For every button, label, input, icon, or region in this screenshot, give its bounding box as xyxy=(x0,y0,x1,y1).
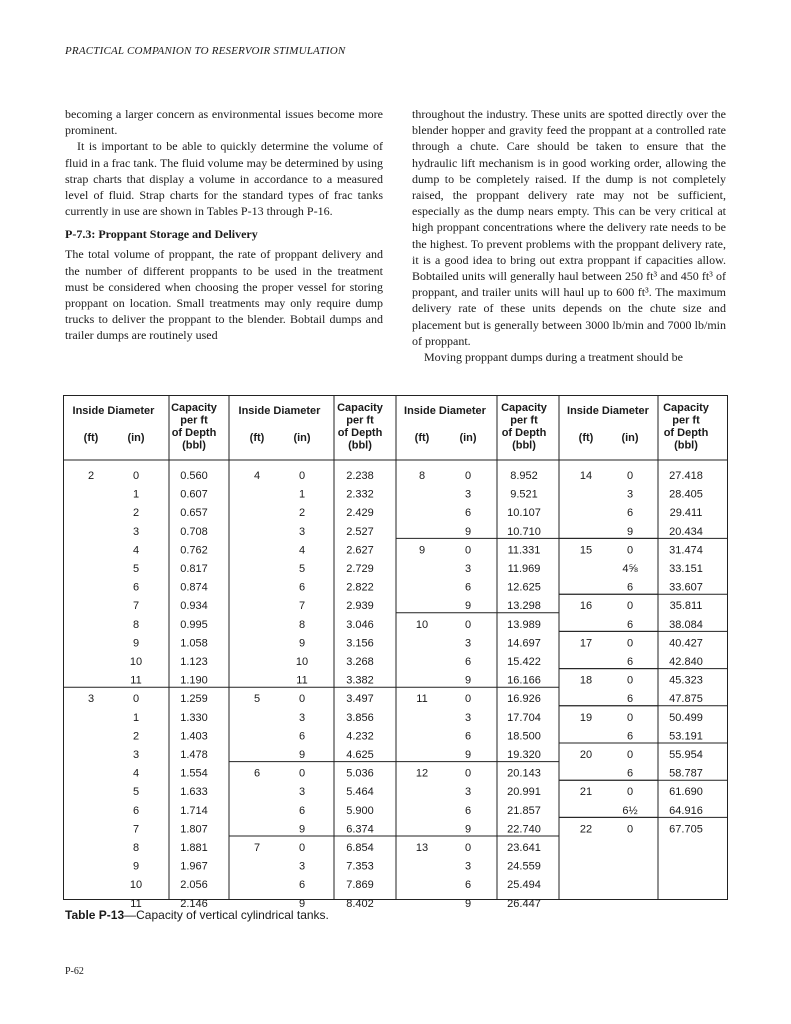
capacity-cell: 45.323 xyxy=(669,674,703,687)
diameter-ft-cell: 22 xyxy=(579,823,593,836)
diameter-in-cell: 8 xyxy=(298,618,306,631)
header-in: (in) xyxy=(293,432,311,444)
header-ft: (ft) xyxy=(578,432,594,444)
capacity-cell: 9.521 xyxy=(510,488,538,501)
table-caption-label: Table P-13 xyxy=(65,908,125,922)
header-in: (in) xyxy=(127,432,145,444)
capacity-cell: 1.714 xyxy=(180,804,208,817)
capacity-cell: 61.690 xyxy=(669,786,703,799)
capacity-cell: 1.881 xyxy=(180,842,208,854)
diameter-in-cell: 6 xyxy=(464,730,472,743)
diameter-in-cell: 9 xyxy=(464,525,472,538)
diameter-in-cell: 6½ xyxy=(622,804,638,817)
capacity-cell: 11.331 xyxy=(507,544,541,557)
diameter-ft-cell: 7 xyxy=(253,842,261,854)
capacity-cell: 1.807 xyxy=(180,823,208,836)
capacity-cell: 0.817 xyxy=(180,563,208,575)
diameter-in-cell: 3 xyxy=(298,711,306,724)
capacity-cell: 1.259 xyxy=(180,693,208,706)
header-capacity: (bbl) xyxy=(512,439,536,452)
capacity-cell: 13.989 xyxy=(507,618,541,631)
page-number: P-62 xyxy=(65,966,84,977)
diameter-ft-cell: 21 xyxy=(579,786,593,799)
diameter-in-cell: 0 xyxy=(298,767,306,780)
capacity-cell: 15.422 xyxy=(507,656,541,668)
diameter-in-cell: 0 xyxy=(626,470,634,482)
header-capacity: (bbl) xyxy=(674,439,698,452)
capacity-cell: 8.952 xyxy=(510,470,538,482)
capacity-cell: 10.710 xyxy=(507,525,541,538)
header-capacity: Capacity xyxy=(501,402,547,414)
capacity-cell: 21.857 xyxy=(507,804,541,817)
capacity-cell: 1.190 xyxy=(180,674,208,687)
diameter-in-cell: 10 xyxy=(295,656,309,668)
capacity-cell: 3.156 xyxy=(346,637,374,650)
diameter-in-cell: 3 xyxy=(464,488,472,501)
diameter-in-cell: 3 xyxy=(298,786,306,799)
capacity-cell: 2.332 xyxy=(346,488,374,501)
diameter-in-cell: 2 xyxy=(132,730,140,743)
diameter-in-cell: 9 xyxy=(132,637,140,650)
capacity-cell: 33.151 xyxy=(669,563,703,575)
capacity-cell: 2.939 xyxy=(346,600,374,613)
capacity-cell: 12.625 xyxy=(507,581,541,594)
diameter-in-cell: 9 xyxy=(464,897,472,910)
diameter-in-cell: 5 xyxy=(132,563,140,575)
diameter-in-cell: 4 xyxy=(298,544,306,557)
capacity-cell: 11.969 xyxy=(507,563,541,575)
capacity-cell: 27.418 xyxy=(669,470,703,482)
capacity-cell: 35.811 xyxy=(669,600,703,613)
capacity-cell: 10.107 xyxy=(507,507,541,520)
left-paragraph-1: becoming a larger concern as environmental issues become more prominent. xyxy=(65,107,383,138)
diameter-in-cell: 1 xyxy=(132,488,140,501)
diameter-in-cell: 1 xyxy=(132,711,140,724)
capacity-cell: 64.916 xyxy=(669,804,703,817)
diameter-in-cell: 0 xyxy=(298,842,306,854)
capacity-cell: 24.559 xyxy=(507,860,541,873)
diameter-in-cell: 11 xyxy=(130,674,142,687)
diameter-in-cell: 7 xyxy=(132,600,140,613)
capacity-cell: 42.840 xyxy=(669,656,703,668)
capacity-cell: 26.447 xyxy=(507,897,541,910)
capacity-cell: 14.697 xyxy=(507,637,541,650)
diameter-in-cell: 0 xyxy=(464,693,472,706)
diameter-in-cell: 3 xyxy=(464,637,472,650)
capacity-cell: 0.874 xyxy=(180,581,208,594)
right-paragraph-2: Moving proppant dumps during a treatment should be xyxy=(424,350,683,365)
capacity-cell: 31.474 xyxy=(669,544,703,557)
diameter-in-cell: 6 xyxy=(132,804,140,817)
capacity-cell: 1.403 xyxy=(180,730,208,743)
diameter-ft-cell: 12 xyxy=(415,767,429,780)
capacity-cell: 2.527 xyxy=(346,525,374,538)
header-inside-diameter: Inside Diameter xyxy=(72,405,155,417)
capacity-cell: 1.633 xyxy=(180,786,208,799)
header-inside-diameter: Inside Diameter xyxy=(567,405,649,417)
diameter-in-cell: 6 xyxy=(626,767,634,780)
diameter-in-cell: 3 xyxy=(298,860,306,873)
capacity-cell: 0.708 xyxy=(180,525,208,538)
diameter-in-cell: 0 xyxy=(626,600,634,613)
diameter-in-cell: 0 xyxy=(626,711,634,724)
diameter-in-cell: 6 xyxy=(298,730,306,743)
diameter-in-cell: 4⅝ xyxy=(622,563,638,575)
diameter-in-cell: 6 xyxy=(626,618,634,631)
capacity-cell: 38.084 xyxy=(669,618,703,631)
diameter-in-cell: 0 xyxy=(626,823,634,836)
diameter-in-cell: 6 xyxy=(626,693,634,706)
header-capacity: (bbl) xyxy=(348,439,372,452)
capacity-cell: 5.464 xyxy=(346,786,374,799)
left-text-column xyxy=(65,106,383,344)
diameter-ft-cell: 9 xyxy=(418,544,426,557)
capacity-cell: 3.268 xyxy=(346,656,374,668)
diameter-in-cell: 9 xyxy=(464,749,472,761)
capacity-cell: 3.382 xyxy=(346,674,374,687)
diameter-in-cell: 3 xyxy=(464,563,472,575)
header-capacity: Capacity xyxy=(337,402,383,414)
capacity-cell: 19.320 xyxy=(507,749,541,761)
capacity-cell: 47.875 xyxy=(669,693,703,706)
capacity-table-grid xyxy=(64,396,727,910)
diameter-in-cell: 6 xyxy=(298,804,306,817)
diameter-in-cell: 8 xyxy=(132,618,140,631)
header-capacity: per ft xyxy=(180,414,208,427)
capacity-cell: 2.429 xyxy=(346,507,374,520)
diameter-in-cell: 6 xyxy=(626,581,634,594)
section-heading: P-7.3: Proppant Storage and Delivery xyxy=(65,227,258,242)
header-ft: (ft) xyxy=(249,432,265,444)
diameter-in-cell: 0 xyxy=(626,786,634,799)
diameter-ft-cell: 3 xyxy=(87,693,95,706)
capacity-cell: 28.405 xyxy=(669,488,703,501)
capacity-cell: 20.143 xyxy=(507,767,541,780)
diameter-in-cell: 3 xyxy=(464,711,472,724)
diameter-in-cell: 0 xyxy=(464,842,472,854)
diameter-ft-cell: 17 xyxy=(579,637,593,650)
capacity-cell: 16.926 xyxy=(507,693,541,706)
capacity-cell: 1.330 xyxy=(180,711,208,724)
capacity-cell: 13.298 xyxy=(507,600,541,613)
header-in: (in) xyxy=(459,432,477,444)
capacity-cell: 4.625 xyxy=(346,749,374,761)
diameter-ft-cell: 5 xyxy=(253,693,261,706)
header-capacity: of Depth xyxy=(501,427,547,439)
diameter-in-cell: 9 xyxy=(298,637,306,650)
right-paragraph-1: throughout the industry. These units are spotted directly over the blender hopper and gravity feed the proppant at a controlled rate through a chute. Care should be taken to ensure that the hydraulic lift mechanism is in good working order, allowing the dump to be completely raised. If the dump is not completely raised, the proppant delivery rate may not be sufficient, especially as the dump nears empty. This can be very critical at high proppant concentrations where the delivery rate needs to be the highest. To prevent problems with the proppant delivery rate, it is a good idea to bring out extra proppant if capacities allow. Bobtailed units will generally haul between 250 ft³ and 450 ft³ of proppant, and trailer units will haul up to 600 ft³. The maximum delivery rate of these units depends on the chute size and placement but is generally between 3000 lb/min and 7000 lb/min of proppant. xyxy=(412,107,726,348)
diameter-in-cell: 6 xyxy=(298,581,306,594)
diameter-ft-cell: 4 xyxy=(253,470,261,482)
diameter-in-cell: 0 xyxy=(298,470,306,482)
capacity-cell: 3.856 xyxy=(346,711,374,724)
left-paragraph-3: The total volume of proppant, the rate of proppant delivery and the number of different proppants to be used in the treatment must be considered when choosing the proper vessel for storing proppant on location. Small treatments may only require dump trucks to deliver the proppant to the blender. Bobtail dumps and trailer dumps are routinely used xyxy=(65,247,383,343)
header-inside-diameter: Inside Diameter xyxy=(238,405,321,417)
diameter-in-cell: 3 xyxy=(132,749,140,761)
header-capacity: of Depth xyxy=(171,427,217,439)
diameter-in-cell: 9 xyxy=(464,600,472,613)
capacity-cell: 0.762 xyxy=(180,544,208,557)
capacity-cell: 3.046 xyxy=(346,618,374,631)
capacity-cell: 5.900 xyxy=(346,804,374,817)
diameter-ft-cell: 20 xyxy=(579,749,593,761)
diameter-in-cell: 3 xyxy=(626,488,634,501)
capacity-cell: 2.056 xyxy=(180,879,208,892)
header-capacity: per ft xyxy=(510,414,538,427)
diameter-ft-cell: 6 xyxy=(253,767,261,780)
capacity-cell: 58.787 xyxy=(669,767,703,780)
diameter-in-cell: 2 xyxy=(132,507,140,520)
header-capacity: of Depth xyxy=(337,427,383,439)
capacity-cell: 2.238 xyxy=(346,470,374,482)
header-ft: (ft) xyxy=(83,432,99,444)
capacity-cell: 20.991 xyxy=(507,786,541,799)
capacity-cell: 1.058 xyxy=(180,637,208,650)
capacity-cell: 5.036 xyxy=(346,767,374,780)
diameter-in-cell: 9 xyxy=(626,525,634,538)
capacity-cell: 40.427 xyxy=(669,637,703,650)
header-capacity: (bbl) xyxy=(182,439,206,452)
diameter-in-cell: 0 xyxy=(626,749,634,761)
diameter-in-cell: 11 xyxy=(296,674,308,687)
capacity-cell: 7.869 xyxy=(346,879,374,892)
diameter-in-cell: 3 xyxy=(298,525,306,538)
diameter-in-cell: 6 xyxy=(464,804,472,817)
diameter-in-cell: 8 xyxy=(132,842,140,854)
diameter-in-cell: 9 xyxy=(132,860,140,873)
header-ft: (ft) xyxy=(414,432,430,444)
diameter-in-cell: 6 xyxy=(626,656,634,668)
table-caption-text: —Capacity of vertical cylindrical tanks. xyxy=(124,908,329,922)
capacity-cell: 3.497 xyxy=(346,693,374,706)
running-head: PRACTICAL COMPANION TO RESERVOIR STIMULATION xyxy=(65,45,346,57)
diameter-in-cell: 3 xyxy=(464,786,472,799)
diameter-in-cell: 9 xyxy=(298,823,306,836)
diameter-ft-cell: 2 xyxy=(87,470,95,482)
capacity-cell: 0.607 xyxy=(180,488,208,501)
diameter-in-cell: 6 xyxy=(464,879,472,892)
diameter-in-cell: 9 xyxy=(298,749,306,761)
diameter-ft-cell: 11 xyxy=(416,693,428,706)
diameter-in-cell: 2 xyxy=(298,507,306,520)
diameter-in-cell: 10 xyxy=(129,656,143,668)
diameter-in-cell: 6 xyxy=(298,879,306,892)
capacity-cell: 23.641 xyxy=(507,842,541,854)
diameter-in-cell: 6 xyxy=(626,507,634,520)
header-capacity: per ft xyxy=(346,414,374,427)
capacity-cell: 4.232 xyxy=(346,730,374,743)
capacity-cell: 22.740 xyxy=(507,823,541,836)
capacity-table xyxy=(63,395,728,910)
capacity-cell: 8.402 xyxy=(346,897,374,910)
capacity-cell: 7.353 xyxy=(346,860,374,873)
diameter-ft-cell: 18 xyxy=(579,674,593,687)
capacity-cell: 0.657 xyxy=(180,507,208,520)
diameter-in-cell: 6 xyxy=(464,656,472,668)
capacity-cell: 6.854 xyxy=(346,842,374,854)
capacity-cell: 67.705 xyxy=(669,823,703,836)
diameter-ft-cell: 13 xyxy=(415,842,429,854)
capacity-cell: 25.494 xyxy=(507,879,541,892)
diameter-in-cell: 3 xyxy=(464,860,472,873)
capacity-cell: 17.704 xyxy=(507,711,541,724)
capacity-cell: 20.434 xyxy=(669,525,703,538)
header-in: (in) xyxy=(621,432,639,444)
diameter-in-cell: 0 xyxy=(626,544,634,557)
diameter-in-cell: 9 xyxy=(464,674,472,687)
diameter-in-cell: 0 xyxy=(626,637,634,650)
diameter-in-cell: 4 xyxy=(132,767,140,780)
diameter-in-cell: 4 xyxy=(132,544,140,557)
header-capacity: Capacity xyxy=(663,402,709,414)
diameter-in-cell: 0 xyxy=(464,767,472,780)
capacity-cell: 0.995 xyxy=(180,618,208,631)
diameter-in-cell: 1 xyxy=(298,488,306,501)
diameter-in-cell: 0 xyxy=(132,693,140,706)
capacity-cell: 18.500 xyxy=(507,730,541,743)
capacity-cell: 33.607 xyxy=(669,581,703,594)
capacity-cell: 2.822 xyxy=(346,581,374,594)
header-capacity: of Depth xyxy=(663,427,709,439)
diameter-in-cell: 0 xyxy=(464,470,472,482)
diameter-in-cell: 10 xyxy=(129,879,143,892)
capacity-cell: 2.146 xyxy=(180,897,208,910)
diameter-ft-cell: 10 xyxy=(415,618,429,631)
right-text-column xyxy=(412,106,726,365)
capacity-cell: 0.560 xyxy=(180,470,208,482)
capacity-cell: 1.554 xyxy=(180,767,208,780)
table-caption xyxy=(65,908,329,922)
capacity-cell: 29.411 xyxy=(669,507,703,520)
diameter-in-cell: 6 xyxy=(464,507,472,520)
diameter-in-cell: 5 xyxy=(298,563,306,575)
capacity-cell: 53.191 xyxy=(669,730,703,743)
left-paragraph-2: It is important to be able to quickly determine the volume of fluid in a frac tank. The fluid volume may be determined by using strap charts that display a volume in accordance to a measured level of fluid. Strap charts for the standard types of frac tanks currently in use are shown in Tables P-13 through P-16. xyxy=(65,139,383,219)
diameter-in-cell: 9 xyxy=(298,897,306,910)
diameter-in-cell: 5 xyxy=(132,786,140,799)
capacity-cell: 6.374 xyxy=(346,823,374,836)
capacity-cell: 2.729 xyxy=(346,563,374,575)
capacity-cell: 50.499 xyxy=(669,711,703,724)
capacity-cell: 1.967 xyxy=(180,860,208,873)
header-inside-diameter: Inside Diameter xyxy=(404,405,486,417)
diameter-in-cell: 6 xyxy=(464,581,472,594)
diameter-in-cell: 7 xyxy=(132,823,140,836)
diameter-ft-cell: 16 xyxy=(579,600,593,613)
capacity-cell: 55.954 xyxy=(669,749,703,761)
diameter-in-cell: 6 xyxy=(626,730,634,743)
diameter-in-cell: 9 xyxy=(464,823,472,836)
diameter-in-cell: 6 xyxy=(132,581,140,594)
capacity-cell: 1.478 xyxy=(180,749,208,761)
capacity-cell: 1.123 xyxy=(180,656,208,668)
capacity-cell: 2.627 xyxy=(346,544,374,557)
diameter-ft-cell: 15 xyxy=(579,544,593,557)
header-capacity: per ft xyxy=(672,414,700,427)
diameter-in-cell: 11 xyxy=(130,897,142,910)
diameter-in-cell: 7 xyxy=(298,600,306,613)
diameter-in-cell: 0 xyxy=(626,674,634,687)
diameter-ft-cell: 8 xyxy=(418,470,426,482)
capacity-cell: 16.166 xyxy=(507,674,541,687)
diameter-ft-cell: 19 xyxy=(579,711,593,724)
capacity-cell: 0.934 xyxy=(180,600,208,613)
diameter-in-cell: 0 xyxy=(464,618,472,631)
diameter-ft-cell: 14 xyxy=(579,470,593,482)
diameter-in-cell: 0 xyxy=(132,470,140,482)
diameter-in-cell: 0 xyxy=(298,693,306,706)
header-capacity: Capacity xyxy=(171,402,217,414)
diameter-in-cell: 3 xyxy=(132,525,140,538)
diameter-in-cell: 0 xyxy=(464,544,472,557)
